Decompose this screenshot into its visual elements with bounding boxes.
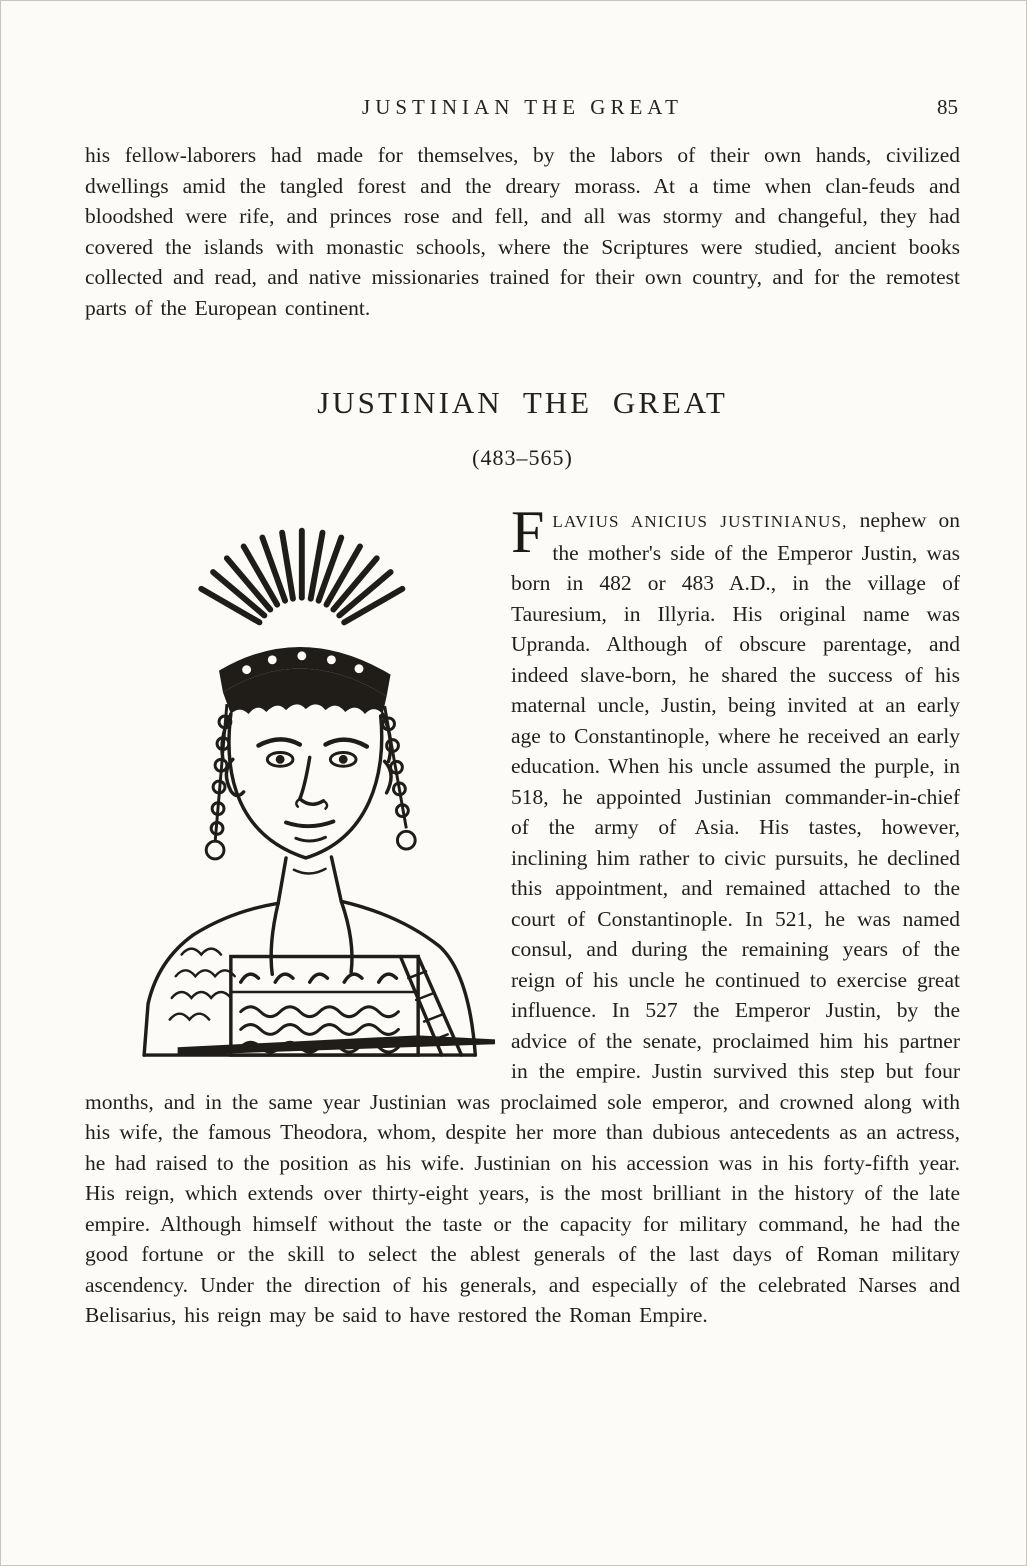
bio-body-text: nephew on the mother's side of the Emperor Justin, was born in 482 or 483 A.D., in the village of Tauresium, in Illyria. His original name was Upranda. Although of obscure parentage, and indeed slave-born, he shared the success of his maternal uncle, Justin, being invited at an early age to Constantinople, where he received an early education. When his uncle assumed the purple, in 518, he appointed Justinian commander-in-chief of the army of Asia. His tastes, however, inclining him rather to civic pursuits, he declined this appointment, and remained attached to the court of Constantinople. In 521, he was named consul, and during the remaining years of the reign of his uncle he continued to exercise great influence. In 527 the Emperor Justin, by the advice of the senate, proclaimed him his partner in the empire. Justin survived this step but four months, and in the same year Justinian was proclaimed sole emperor, and crowned along with his wife, the famous Theodora, whom, despite her more than dubious antecedents as an actress, he had raised to the position as his wife. Justinian on his accession was in his forty-fifth year. His reign, which extends over thirty-eight years, is the most brilliant in the history of the late empire. Although himself without the taste or the capacity for military command, he had the good fortune or the skill to select the ablest generals of the last days of Roman military ascendency. Under the direction of his generals, and especially of the celebrated Narses and Belisarius, his reign may be said to have restored the Roman Empire.	[85, 508, 960, 1327]
chapter-dates: (483–565)	[472, 445, 573, 470]
intro-paragraph: his fellow-laborers had made for themselves, by the labors of their own hands, civilized dwellings amid the tangled forest and the dreary morass. At a time when clan-feuds and bloodshed were rife, and princes rose and fell, and all was stormy and changeful, they had covered the islands with monastic schools, where the Scriptures were studied, ancient books collected and read, and native missionaries trained for their own country, and for the remotest parts of the European continent.	[85, 143, 960, 320]
running-header	[85, 95, 960, 120]
justinian-portrait-drawing	[83, 509, 497, 1061]
page-content	[1, 95, 1026, 1331]
running-header-title: JUSTINIAN THE GREAT	[362, 95, 683, 119]
bio-lead-smallcaps: LAVIUS ANICIUS JUSTINIANUS,	[552, 512, 848, 531]
page-number: 85	[937, 95, 958, 119]
justinian-portrait-illustration	[83, 509, 497, 1061]
bio-dropcap: F	[511, 499, 545, 565]
chapter-title: JUSTINIAN THE GREAT	[317, 385, 728, 420]
biography-section	[85, 499, 960, 1331]
